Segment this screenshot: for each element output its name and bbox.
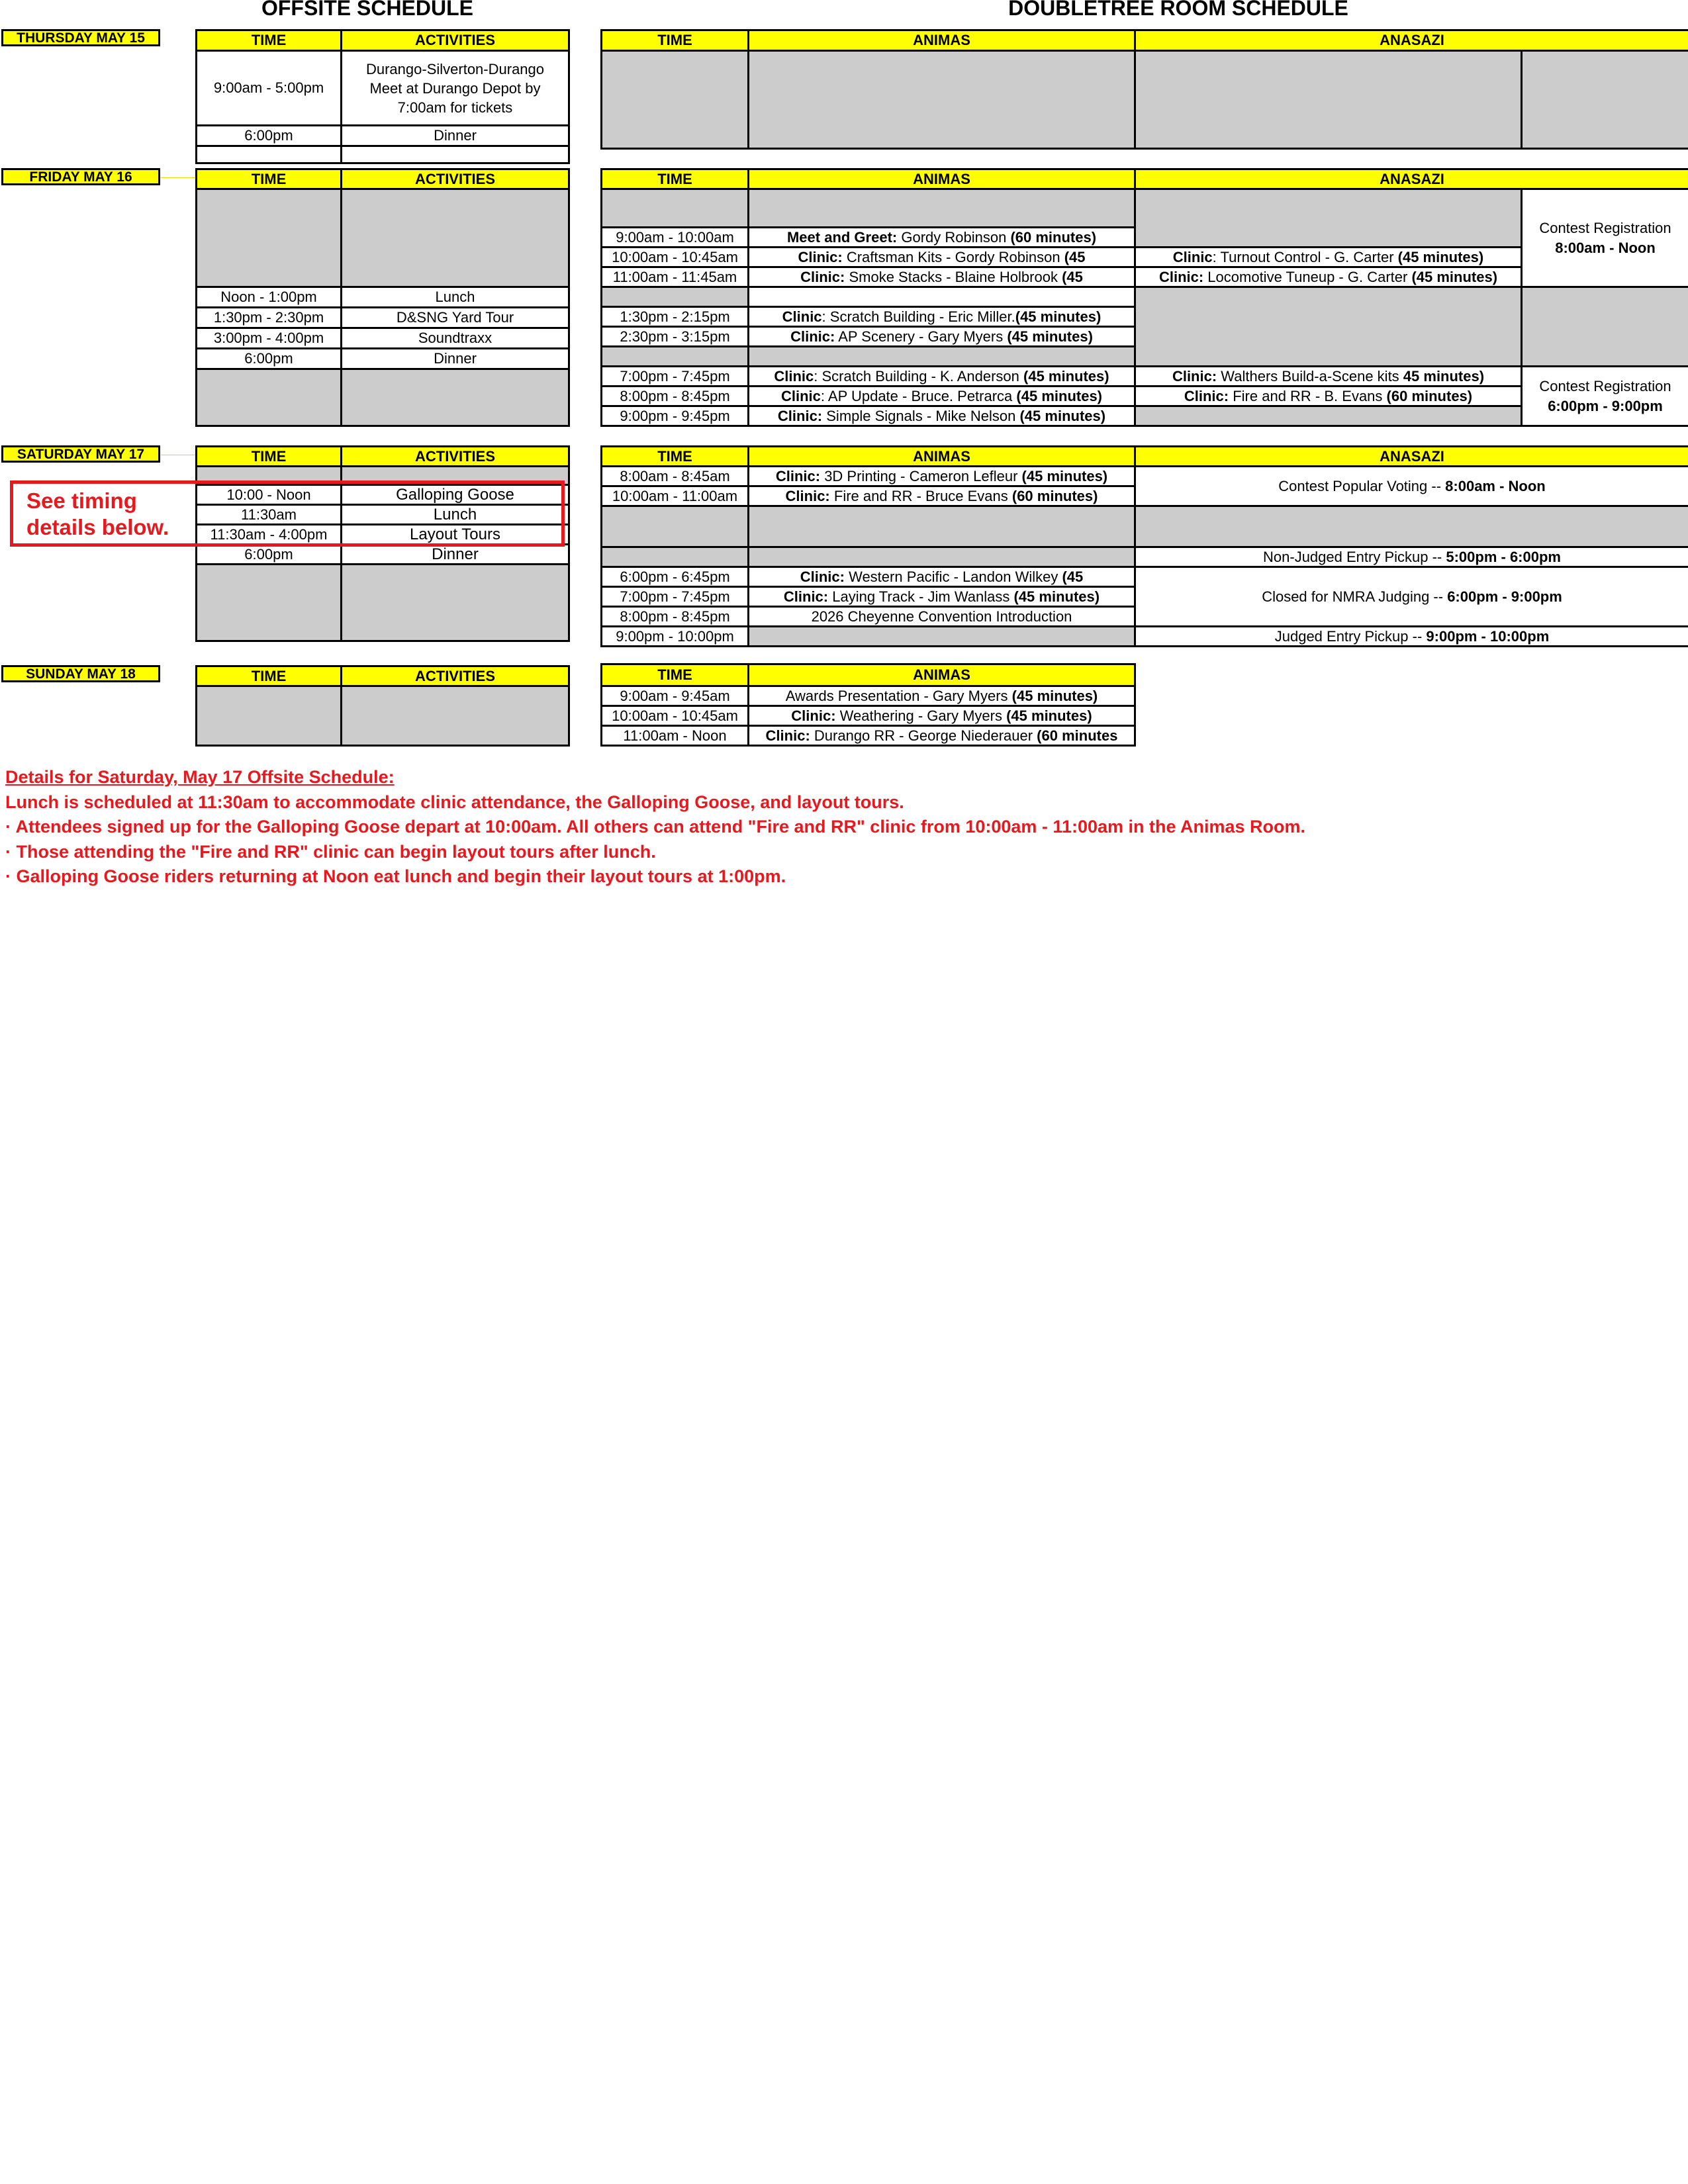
time-cell: 10:00 - Noon	[197, 485, 342, 505]
offsite-schedule-title: OFFSITE SCHEDULE	[261, 0, 473, 20]
time-cell: 1:30pm - 2:30pm	[197, 308, 342, 328]
contest-registration-evening	[1522, 367, 1688, 426]
animas-header: ANIMAS	[749, 447, 1135, 467]
registration-time: 8:00am - Noon	[1555, 239, 1656, 256]
clinic-label: Meet and Greet:	[786, 228, 898, 246]
contest-voting-cell	[1135, 467, 1688, 506]
clinic-duration: (45 minutes)	[1013, 588, 1100, 605]
activity-cell: Galloping Goose	[342, 485, 569, 505]
activity-cell: Dinner	[342, 349, 569, 369]
clinic-title: Fire and RR - B. Evans	[1229, 387, 1387, 404]
time-cell: 11:00am - Noon	[602, 726, 749, 746]
thursday-offsite-table	[195, 29, 570, 164]
time-cell: 6:00pm	[197, 545, 342, 565]
clinic-duration: (60 minutes	[1037, 727, 1118, 744]
clinic-title: Awards Presentation - Gary Myers	[785, 687, 1012, 704]
empty-cell	[749, 547, 1135, 567]
time-cell: 9:00am - 9:45am	[602, 686, 749, 706]
empty-cell	[1522, 287, 1688, 367]
anasazi-cell	[1135, 248, 1522, 267]
notes-line: · Galloping Goose riders returning at Noon eat lunch and begin their layout tours at 1:00pm.	[5, 866, 786, 886]
clinic-duration: (45	[1062, 268, 1083, 285]
animas-cell	[749, 587, 1135, 607]
day-label-sunday: SUNDAY MAY 18	[1, 665, 160, 682]
empty-cell	[602, 287, 749, 307]
anasazi-header: ANASAZI	[1135, 169, 1688, 189]
clinic-title: 3D Printing - Cameron Lefleur	[820, 467, 1022, 484]
clinic-label: Clinic:	[783, 588, 829, 605]
time-header: TIME	[602, 664, 749, 686]
time-cell: 9:00am - 10:00am	[602, 228, 749, 248]
saturday-doubletree-table	[600, 445, 1688, 647]
time-header: TIME	[197, 666, 342, 686]
time-header: TIME	[197, 169, 342, 189]
clinic-label: Clinic:	[800, 268, 845, 285]
clinic-duration: (45 minutes)	[1006, 707, 1092, 724]
clinic-duration: (45 minutes)	[1411, 268, 1498, 285]
clinic-title: Western Pacific - Landon Wilkey	[844, 568, 1062, 585]
registration-label: Contest Registration	[1539, 219, 1671, 236]
anasazi-cell	[1135, 367, 1522, 387]
animas-cell	[749, 567, 1135, 587]
clinic-label: Clinic	[780, 387, 821, 404]
time-cell: 11:30am - 4:00pm	[197, 525, 342, 545]
clinic-duration: (45 minutes)	[1011, 687, 1098, 704]
pickup-time: 9:00pm - 10:00pm	[1426, 627, 1550, 645]
clinic-duration: (45 minutes)	[1021, 467, 1108, 484]
clinic-duration: (45 minutes)	[1019, 407, 1106, 424]
notes-line: · Attendees signed up for the Galloping Goose depart at 10:00am. All others can attend "Fire and RR" clinic from 10:00am - 11:00am in the Animas Room.	[5, 817, 1306, 837]
activity-cell: Dinner	[342, 126, 569, 146]
day-label-saturday: SATURDAY MAY 17	[1, 445, 160, 463]
time-cell: 1:30pm - 2:15pm	[602, 307, 749, 327]
judging-label: Closed for NMRA Judging --	[1262, 588, 1448, 605]
registration-time: 6:00pm - 9:00pm	[1548, 397, 1663, 414]
time-cell: Noon - 1:00pm	[197, 287, 342, 308]
clinic-label: Clinic:	[775, 467, 821, 484]
animas-cell	[749, 406, 1135, 426]
animas-cell	[749, 307, 1135, 327]
animas-cell	[749, 726, 1135, 746]
animas-cell	[749, 248, 1135, 267]
timing-callout-box	[10, 480, 565, 547]
connector-line	[161, 177, 195, 178]
clinic-label: Clinic:	[785, 487, 830, 504]
empty-cell	[197, 369, 342, 426]
activity-cell: Soundtraxx	[342, 328, 569, 349]
clinic-title: Walthers Build-a-Scene kits	[1217, 367, 1403, 385]
empty-cell	[197, 565, 342, 641]
friday-doubletree-table	[600, 168, 1688, 427]
clinic-label: Clinic	[782, 308, 822, 325]
doubletree-schedule-title: DOUBLETREE ROOM SCHEDULE	[1008, 0, 1348, 20]
activities-header: ACTIVITIES	[342, 169, 569, 189]
empty-cell	[1135, 51, 1522, 149]
contest-registration-morning	[1522, 189, 1688, 287]
time-cell: 9:00pm - 9:45pm	[602, 406, 749, 426]
time-header: TIME	[602, 30, 749, 51]
clinic-title: Smoke Stacks - Blaine Holbrook	[845, 268, 1062, 285]
time-cell: 6:00pm	[197, 126, 342, 146]
time-header: TIME	[197, 447, 342, 467]
activity-cell: Lunch	[342, 505, 569, 525]
clinic-title: Craftsman Kits - Gordy Robinson	[842, 248, 1064, 265]
clinic-label: Clinic:	[1158, 268, 1204, 285]
time-cell: 7:00pm - 7:45pm	[602, 367, 749, 387]
time-cell: 10:00am - 10:45am	[602, 248, 749, 267]
notes-line: Lunch is scheduled at 11:30am to accommodate clinic attendance, the Galloping Goose, and layout tours.	[5, 792, 904, 812]
empty-cell	[749, 287, 1135, 307]
non-judged-pickup-cell	[1135, 547, 1688, 567]
activity-cell: Layout Tours	[342, 525, 569, 545]
time-cell: 11:30am	[197, 505, 342, 525]
activity-cell: Lunch	[342, 287, 569, 308]
empty-cell	[1135, 287, 1522, 367]
empty-cell	[602, 347, 749, 367]
day-label-friday: FRIDAY MAY 16	[1, 168, 160, 185]
empty-cell	[1135, 189, 1522, 248]
voting-label: Contest Popular Voting --	[1278, 477, 1446, 494]
empty-cell	[749, 627, 1135, 647]
pickup-label: Judged Entry Pickup --	[1274, 627, 1427, 645]
clinic-label: Clinic:	[765, 727, 810, 744]
animas-cell	[749, 228, 1135, 248]
clinic-title: Weathering - Gary Myers	[835, 707, 1007, 724]
clinic-duration: (45	[1064, 248, 1086, 265]
clinic-title: Fire and RR - Bruce Evans	[829, 487, 1012, 504]
day-label-thursday: THURSDAY MAY 15	[1, 29, 160, 46]
animas-cell	[749, 486, 1135, 506]
empty-cell	[1522, 51, 1688, 149]
clinic-title: : Turnout Control - G. Carter	[1212, 248, 1398, 265]
time-cell: 8:00pm - 8:45pm	[602, 387, 749, 406]
empty-cell	[342, 369, 569, 426]
pickup-label: Non-Judged Entry Pickup --	[1263, 548, 1446, 565]
anasazi-cell	[1135, 267, 1522, 287]
activity-cell: Durango-Silverton-Durango Meet at Durango Depot by 7:00am for tickets	[342, 51, 569, 126]
empty-cell	[1135, 506, 1688, 547]
clinic-label: Clinic	[1172, 248, 1213, 265]
empty-cell	[602, 51, 749, 149]
empty-cell	[749, 189, 1135, 228]
clinic-title: Gordy Robinson	[897, 228, 1011, 246]
callout-line: details below.	[26, 515, 169, 539]
empty-cell	[197, 146, 342, 163]
animas-cell	[749, 367, 1135, 387]
empty-cell	[342, 565, 569, 641]
animas-header: ANIMAS	[749, 664, 1135, 686]
time-cell: 7:00pm - 7:45pm	[602, 587, 749, 607]
clinic-duration: (45 minutes)	[1023, 367, 1109, 385]
time-cell: 8:00am - 8:45am	[602, 467, 749, 486]
activities-header: ACTIVITIES	[342, 666, 569, 686]
animas-cell	[749, 327, 1135, 347]
clinic-label: Clinic:	[800, 568, 845, 585]
clinic-duration: (45	[1062, 568, 1084, 585]
empty-cell	[342, 686, 569, 746]
empty-cell	[197, 686, 342, 746]
clinic-title: : Scratch Building - Eric Miller.	[821, 308, 1015, 325]
time-cell: 8:00pm - 8:45pm	[602, 607, 749, 627]
clinic-title: : AP Update - Bruce. Petrarca	[820, 387, 1017, 404]
clinic-title: Simple Signals - Mike Nelson	[822, 407, 1020, 424]
time-header: TIME	[602, 169, 749, 189]
animas-cell	[749, 387, 1135, 406]
empty-cell	[342, 146, 569, 163]
time-cell: 6:00pm - 6:45pm	[602, 567, 749, 587]
clinic-label: Clinic	[774, 367, 814, 385]
animas-header: ANIMAS	[749, 30, 1135, 51]
time-header: TIME	[602, 447, 749, 467]
anasazi-cell	[1135, 387, 1522, 406]
judging-cell	[1135, 567, 1688, 627]
animas-cell	[749, 686, 1135, 706]
friday-offsite-table	[195, 168, 570, 427]
sunday-offsite-table	[195, 665, 570, 747]
empty-cell	[602, 189, 749, 228]
notes-title: Details for Saturday, May 17 Offsite Schedule:	[5, 767, 395, 787]
clinic-duration: 45 minutes)	[1403, 367, 1485, 385]
notes-line: · Those attending the "Fire and RR" clinic can begin layout tours after lunch.	[5, 841, 656, 862]
time-header: TIME	[197, 30, 342, 51]
clinic-label: Clinic:	[1184, 387, 1229, 404]
clinic-label: Clinic:	[798, 248, 843, 265]
thursday-doubletree-table	[600, 29, 1688, 150]
empty-cell	[342, 189, 569, 287]
clinic-label: Clinic:	[777, 407, 823, 424]
clinic-title: Durango RR - George Niederauer	[810, 727, 1037, 744]
activities-header: ACTIVITIES	[342, 30, 569, 51]
empty-cell	[749, 51, 1135, 149]
animas-header: ANIMAS	[749, 169, 1135, 189]
time-cell: 11:00am - 11:45am	[602, 267, 749, 287]
time-cell: 10:00am - 10:45am	[602, 706, 749, 726]
activities-header: ACTIVITIES	[342, 447, 569, 467]
anasazi-header: ANASAZI	[1135, 30, 1688, 51]
time-cell: 10:00am - 11:00am	[602, 486, 749, 506]
clinic-duration: (60 minutes)	[1010, 228, 1097, 246]
clinic-duration: (60 minutes)	[1011, 487, 1098, 504]
empty-cell	[749, 506, 1135, 547]
judging-time: 6:00pm - 9:00pm	[1447, 588, 1562, 605]
activity-cell: Dinner	[342, 545, 569, 565]
time-cell: 2:30pm - 3:15pm	[602, 327, 749, 347]
time-cell: 6:00pm	[197, 349, 342, 369]
registration-label: Contest Registration	[1539, 377, 1671, 394]
time-cell: 3:00pm - 4:00pm	[197, 328, 342, 349]
clinic-duration: (45 minutes)	[1015, 308, 1102, 325]
animas-cell: 2026 Cheyenne Convention Introduction	[749, 607, 1135, 627]
clinic-duration: (45 minutes)	[1016, 387, 1103, 404]
empty-cell	[602, 547, 749, 567]
sunday-doubletree-table	[600, 663, 1136, 747]
animas-cell	[749, 706, 1135, 726]
clinic-title: AP Scenery - Gary Myers	[835, 328, 1008, 345]
animas-cell	[749, 467, 1135, 486]
saturday-details-notes	[5, 765, 1305, 889]
clinic-label: Clinic:	[1172, 367, 1217, 385]
clinic-title: : Scratch Building - K. Anderson	[814, 367, 1024, 385]
judged-pickup-cell	[1135, 627, 1688, 647]
callout-line: See timing	[26, 488, 137, 513]
time-cell: 9:00pm - 10:00pm	[602, 627, 749, 647]
clinic-label: Clinic:	[790, 328, 835, 345]
clinic-duration: (45 minutes)	[1007, 328, 1093, 345]
clinic-duration: (60 minutes)	[1386, 387, 1473, 404]
voting-time: 8:00am - Noon	[1445, 477, 1546, 494]
time-cell: 9:00am - 5:00pm	[197, 51, 342, 126]
activity-cell: D&SNG Yard Tour	[342, 308, 569, 328]
callout-text	[26, 488, 169, 541]
animas-cell	[749, 267, 1135, 287]
empty-cell	[1135, 406, 1522, 426]
empty-cell	[749, 347, 1135, 367]
empty-cell	[602, 506, 749, 547]
pickup-time: 5:00pm - 6:00pm	[1446, 548, 1561, 565]
clinic-duration: (45 minutes)	[1397, 248, 1484, 265]
empty-cell	[197, 189, 342, 287]
clinic-label: Clinic:	[791, 707, 836, 724]
anasazi-header: ANASAZI	[1135, 447, 1688, 467]
clinic-title: Locomotive Tuneup - G. Carter	[1203, 268, 1412, 285]
clinic-title: Laying Track - Jim Wanlass	[828, 588, 1014, 605]
